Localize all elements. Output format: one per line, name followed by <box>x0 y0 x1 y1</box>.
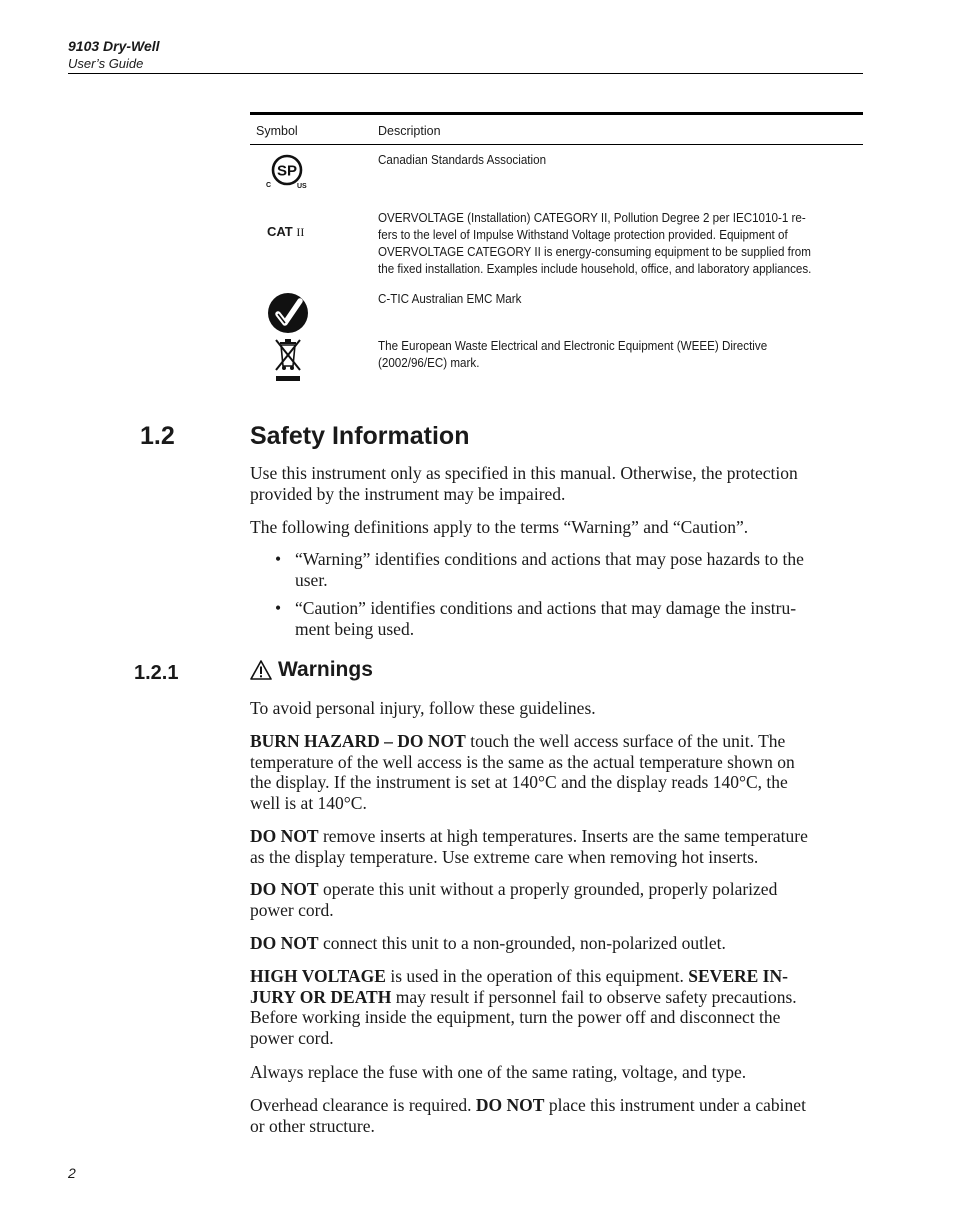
text-line: temperature of the well access is the same as the actual temperature shown on <box>250 751 795 772</box>
bold-text: DO NOT <box>475 1095 545 1115</box>
document-subtitle: User’s Guide <box>68 56 144 71</box>
text-line <box>250 879 863 900</box>
desc-line: C-TIC Australian EMC Mark <box>378 292 522 306</box>
cat-ii-icon <box>267 223 304 241</box>
bold-text: SEVERE IN- <box>688 966 788 986</box>
section-number: 1.2 <box>140 422 175 450</box>
bullet-icon: • <box>275 549 282 569</box>
bullet-warning <box>275 549 865 591</box>
desc-line: the fixed installation. Examples include household, office, and laboratory appliances. <box>378 262 812 276</box>
text-line: “Warning” identifies conditions and actions that may pose hazards to the <box>295 549 804 569</box>
text-line: “Caution” identifies conditions and actions that may damage the instru- <box>295 598 797 618</box>
row-desc-cat <box>378 210 826 278</box>
paragraph-burn-hazard <box>250 731 863 814</box>
row-desc-csa <box>378 152 826 169</box>
text-line <box>250 933 863 954</box>
page-number: 2 <box>68 1165 76 1181</box>
text-span: Overhead clearance is required. <box>250 1095 476 1115</box>
column-header-symbol: Symbol <box>256 124 298 138</box>
text-span: remove inserts at high temperatures. Inserts are the same temperature <box>318 826 808 846</box>
bold-text: BURN HAZARD – DO NOT <box>250 731 466 751</box>
row-desc-ctick <box>378 291 826 308</box>
csa-c-label: C <box>266 182 272 189</box>
warning-triangle-icon <box>250 660 272 680</box>
text-line: or other structure. <box>250 1115 375 1136</box>
paragraph-clearance <box>250 1095 863 1136</box>
subsection-title: Warnings <box>278 658 373 681</box>
text-span: may result if personnel fail to observe safety precautions. <box>391 986 797 1007</box>
paragraph-high-voltage <box>250 966 863 1049</box>
desc-line: OVERVOLTAGE CATEGORY II is energy-consuming equipment to be supplied from <box>378 245 811 259</box>
text-line: as the display temperature. Use extreme care when removing hot inserts. <box>250 846 759 867</box>
text-line <box>250 987 863 1008</box>
cat-label: CAT <box>267 224 293 239</box>
text-span: operate this unit without a properly grounded, properly polarized <box>318 879 778 899</box>
row-desc-weee <box>378 338 826 372</box>
bullet-icon: • <box>275 598 282 618</box>
paragraph-usage <box>250 463 863 504</box>
table-header-rule <box>250 144 863 145</box>
text-line: user. <box>295 569 328 590</box>
text-line: power cord. <box>250 1028 334 1049</box>
paragraph-inserts <box>250 826 863 867</box>
section-title: Safety Information <box>250 422 470 450</box>
text-span: touch the well access surface of the unit. The <box>465 731 786 751</box>
desc-line: (2002/96/EC) mark. <box>378 356 480 370</box>
subsection-number: 1.2.1 <box>134 662 179 684</box>
csa-mark-icon <box>264 152 310 195</box>
desc-line: OVERVOLTAGE (Installation) CATEGORY II, Pollution Degree 2 per IEC1010-1 re- <box>378 211 806 225</box>
cat-roman: II <box>296 225 305 239</box>
text-line: the display. If the instrument is set at 140°C and the display reads 140°C, the <box>250 772 788 793</box>
bold-text: HIGH VOLTAGE <box>250 966 386 986</box>
column-header-description: Description <box>378 124 441 138</box>
bullet-caution <box>275 598 865 640</box>
text-span: is used in the operation of this equipment. <box>385 966 689 986</box>
paragraph-power-cord <box>250 879 863 920</box>
desc-line: fers to the level of Impulse Withstand Voltage protection provided. Equipment of <box>378 228 788 242</box>
weee-bin-icon <box>274 338 302 387</box>
text-line <box>250 731 863 752</box>
text-line: ment being used. <box>295 618 415 639</box>
text-line <box>250 826 863 847</box>
csa-us-label: US <box>297 183 307 190</box>
table-top-rule <box>250 112 863 115</box>
subsection-heading <box>250 658 373 682</box>
text-line: well is at 140°C. <box>250 793 367 814</box>
c-tick-icon <box>267 292 309 339</box>
paragraph-definitions: The following definitions apply to the terms “Warning” and “Caution”. <box>250 517 749 537</box>
bold-text: DO NOT <box>250 879 319 899</box>
paragraph-outlet <box>250 933 863 954</box>
paragraph-intro: To avoid personal injury, follow these guidelines. <box>250 698 596 718</box>
bold-text: DO NOT <box>250 933 319 953</box>
paragraph-fuse: Always replace the fuse with one of the same rating, voltage, and type. <box>250 1062 747 1082</box>
text-line: power cord. <box>250 899 334 920</box>
desc-line: Canadian Standards Association <box>378 153 547 167</box>
bold-text: JURY OR DEATH <box>250 986 392 1007</box>
text-line <box>250 1095 863 1116</box>
document-title: 9103 Dry-Well <box>68 38 160 54</box>
bold-text: DO NOT <box>250 826 319 846</box>
text-line <box>250 966 863 987</box>
desc-line: The European Waste Electrical and Electronic Equipment (WEEE) Directive <box>378 339 768 353</box>
text-span: connect this unit to a non-grounded, non-polarized outlet. <box>318 933 726 953</box>
text-line: provided by the instrument may be impaired. <box>250 483 566 504</box>
header-rule <box>68 73 863 74</box>
svg-text:SP: SP <box>276 162 298 180</box>
text-line: Before working inside the equipment, turn the power off and disconnect the <box>250 1007 781 1028</box>
text-line: Use this instrument only as specified in this manual. Otherwise, the protection <box>250 463 798 483</box>
text-span: place this instrument under a cabinet <box>544 1095 806 1115</box>
